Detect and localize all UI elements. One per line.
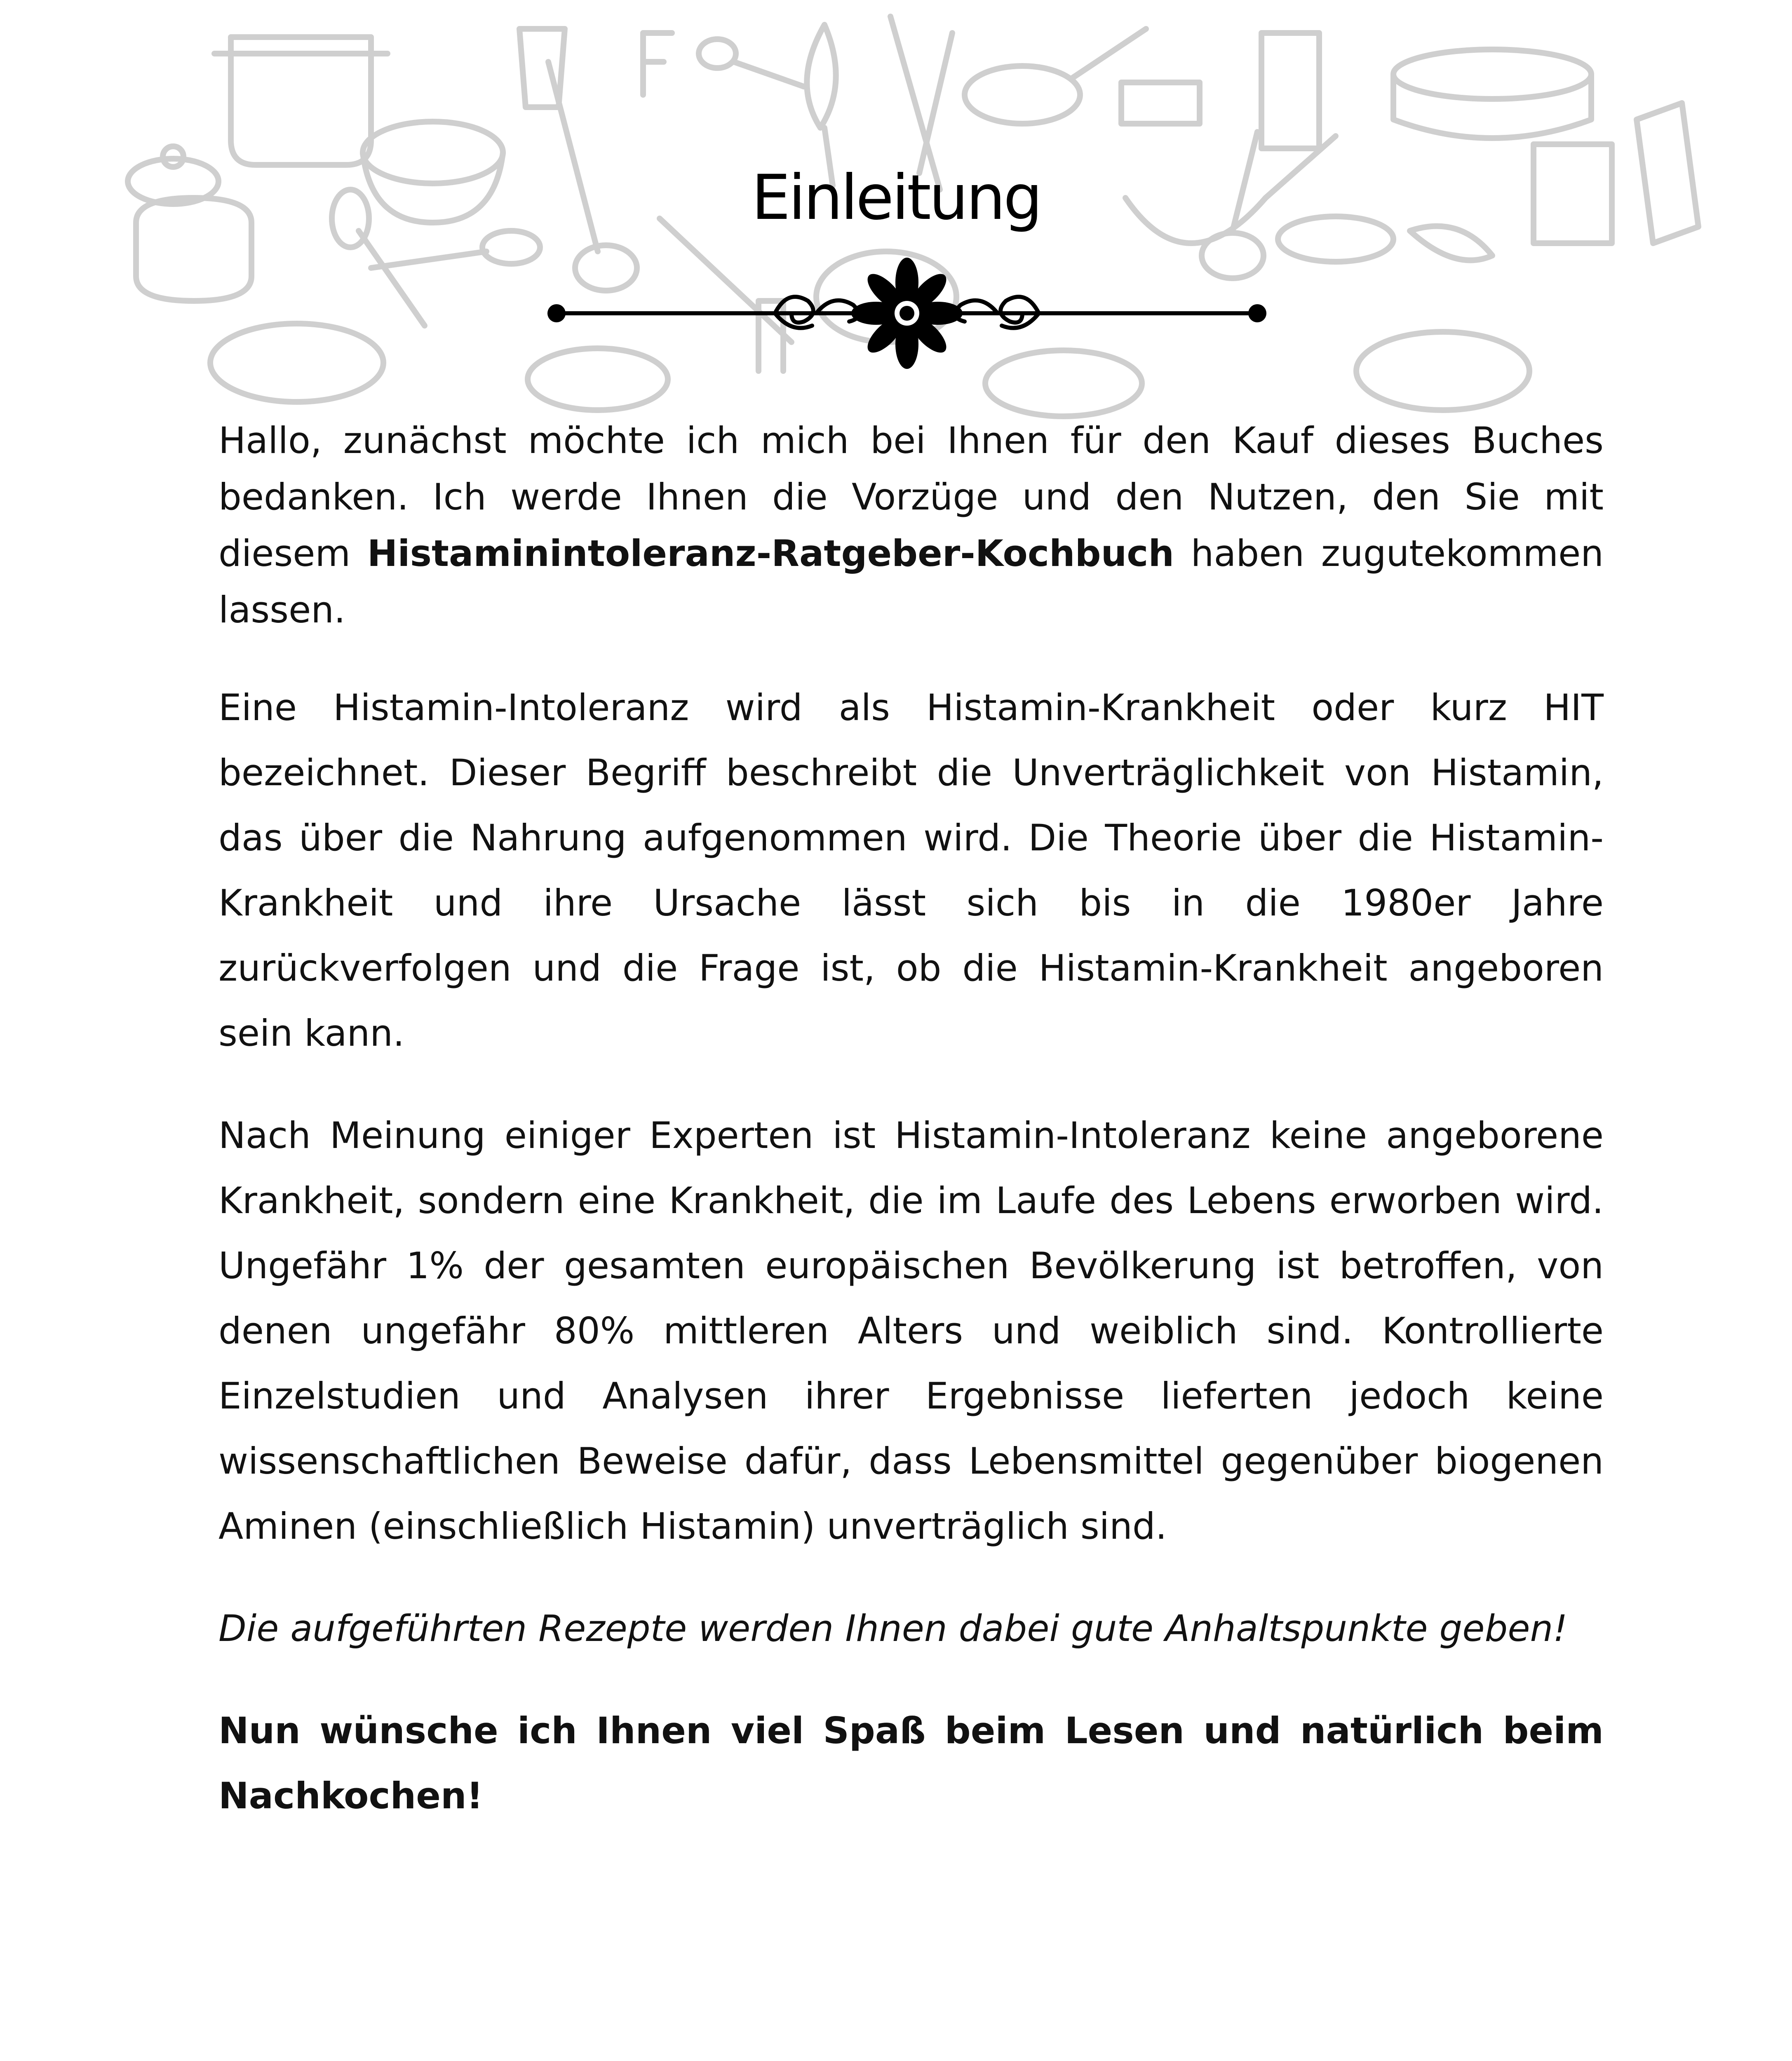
paragraph-recipes-note: Die aufgeführten Rezepte werden Ihnen dabei gute Anhaltspunkte geben! — [218, 1607, 1568, 1650]
flower-ornament-icon — [544, 256, 1270, 371]
page-title: Einleitung — [751, 162, 1041, 234]
paragraph-experts: Nach Meinung einiger Experten ist Histamin-Intoleranz keine angeborene Krankheit, sondern eine Krankheit, die im Laufe des Lebens erworben wird. Ungefähr 1% der gesamten europäischen Bevölkerung ist betroffen, von denen ungefähr 80% mittleren Alters und weiblich sind. Kontrollierte Einzelstudien und Analysen ihrer Ergebnisse lieferten jedoch keine wissenschaftlichen Beweise dafür, dass Lebensmittel gegenüber biogenen Aminen (einschließlich Histamin) unverträglich sind. — [218, 1114, 1604, 1547]
kitchen-utensils-illustration — [0, 0, 1792, 474]
intro-paragraph — [218, 412, 1604, 638]
document-body — [218, 412, 1604, 1866]
paragraph-closing: Nun wünsche ich Ihnen viel Spaß beim Lesen und natürlich beim Nachkochen! — [218, 1709, 1604, 1817]
intro-text: Hallo, zunächst möchte ich mich bei Ihnen für den Kauf dieses Buches bedanken. Ich werde Ihnen die Vorzüge und den Nutzen, den Sie mit diesem — [218, 419, 1604, 575]
intro-text-end: haben zugutekommen lassen. — [218, 532, 1604, 631]
paragraph-definition: Eine Histamin-Intoleranz wird als Histamin-Krankheit oder kurz HIT bezeichnet. Dieser Begriff beschreibt die Unverträglichkeit von Histamin, das über die Nahrung aufgenommen wird. Die Theorie über die Histamin-Krankheit und ihre Ursache lässt sich bis in die 1980er Jahre zurückverfolgen und die Frage ist, ob die Histamin-Krankheit angeboren sein kann. — [218, 686, 1604, 1054]
book-title: Histaminintoleranz-Ratgeber-Kochbuch — [367, 532, 1174, 575]
